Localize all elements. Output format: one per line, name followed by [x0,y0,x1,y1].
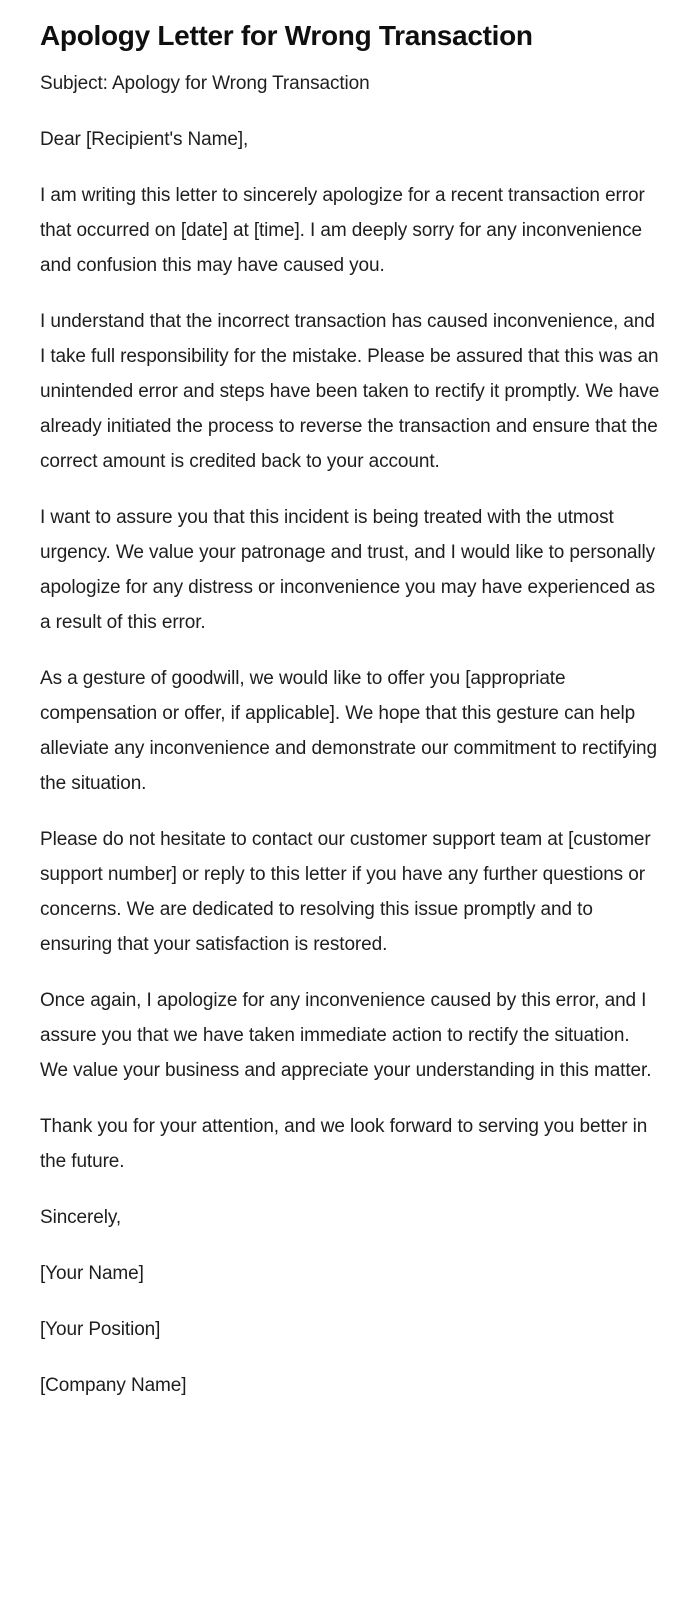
letter-paragraph-responsibility: I understand that the incorrect transaction has caused inconvenience, and I take full responsibility for the mistake. Please be assured that this was an unintended error and steps have been taken to rectify it promptly. We have already initiated the process to reverse the transaction and ensure that the correct amount is credited back to your account. [40,311,660,472]
letter-paragraph-reapology: Once again, I apologize for any inconvenience caused by this error, and I assure you that we have taken immediate action to rectify the situation. We value your business and appreciate your understanding in this matter. [40,990,652,1081]
closing: Sincerely, [40,1207,122,1228]
letter-paragraph-thanks: Thank you for your attention, and we look forward to serving you better in the future. [40,1116,648,1172]
letter-paragraph-contact: Please do not hesitate to contact our customer support team at [customer support number] or reply to this letter if you have any further questions or concerns. We are dedicated to resolving this issue promptly and to ensuring that your satisfaction is restored. [40,829,651,955]
subject-line: Subject: Apology for Wrong Transaction [40,73,370,94]
signature-position: [Your Position] [40,1319,161,1340]
letter-paragraph-intro: I am writing this letter to sincerely apologize for a recent transaction error that occurred on [date] at [time]. I am deeply sorry for any inconvenience and confusion this may have caused you. [40,185,645,276]
signature-name: [Your Name] [40,1263,144,1284]
page-title: Apology Letter for Wrong Transaction [40,20,533,51]
letter-paragraph-goodwill: As a gesture of goodwill, we would like to offer you [appropriate compensation or offer, if applicable]. We hope that this gesture can help alleviate any inconvenience and demonstrate our commitment to rectifying the situation. [40,668,657,794]
signature-company: [Company Name] [40,1375,187,1396]
letter-paragraph-assurance: I want to assure you that this incident is being treated with the utmost urgency. We value your patronage and trust, and I would like to personally apologize for any distress or inconvenience you may have experienced as a result of this error. [40,507,656,633]
salutation: Dear [Recipient's Name], [40,129,249,150]
